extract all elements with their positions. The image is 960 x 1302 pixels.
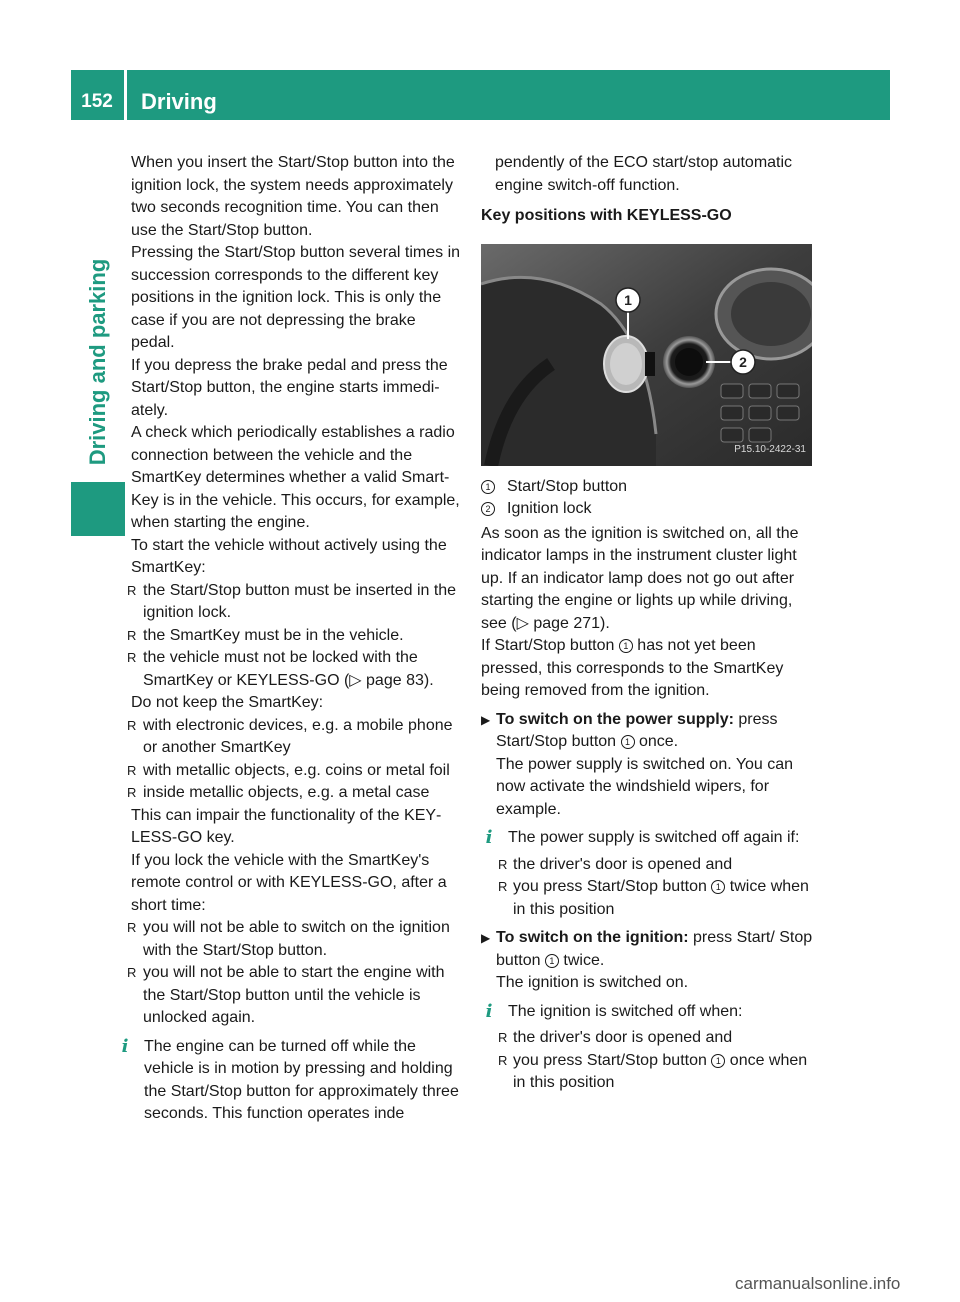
legend-item: 2 Ignition lock bbox=[481, 498, 815, 521]
list-item: R with metallic objects, e.g. coins or metal foil bbox=[117, 760, 462, 783]
bullet-icon: R bbox=[127, 965, 137, 980]
paragraph: This can impair the functionality of the KEYLESS-GO key. bbox=[131, 806, 442, 846]
list-item: R you will not be able to switch on the ignition with the Start/Stop button. bbox=[127, 919, 450, 959]
bullet-icon: R bbox=[498, 1030, 508, 1045]
section-title: Driving bbox=[141, 89, 217, 114]
bullet-icon: R bbox=[127, 785, 137, 800]
bullet-icon: R bbox=[498, 1052, 508, 1068]
paragraph: Do not keep the SmartKey: bbox=[131, 694, 324, 711]
info-note: i The engine can be turned off while the vehicle is in motion by pressing and holding the Start/Stop button for approximately three seconds. This function operates inde bbox=[117, 1036, 462, 1126]
paragraph: Pressing the Start/Stop button several times in succession corresponds to the different key positions in the ignition lock. This is only the case if you are not depressing the brake pedal. bbox=[131, 244, 461, 351]
instruction-step: ▶ To switch on the ignition: press Start/ Stop button 1 twice. The ignition is switched on. bbox=[481, 929, 813, 991]
side-chapter-label: Driving and parking bbox=[85, 258, 110, 466]
paragraph: If you depress the brake pedal and press the Start/Stop button, the engine starts immediately. bbox=[131, 356, 448, 419]
paragraph: As soon as the ignition is switched on, all the indicator lamps in the instrument cluster light up. If an indicator lamp does not go out after starting the engine or lights up while driving, see (▷ page 271). bbox=[481, 524, 799, 632]
bullet-icon: R bbox=[127, 627, 137, 643]
legend-item: 1 Start/Stop button bbox=[481, 476, 815, 499]
header-divider bbox=[124, 70, 127, 120]
list-item: R you press Start/Stop button 1 once when in this position bbox=[498, 1051, 808, 1091]
callout-number-icon: 1 bbox=[545, 954, 559, 968]
info-icon: i bbox=[485, 827, 493, 848]
callout-1-label: 1 bbox=[624, 291, 632, 308]
paragraph: To start the vehicle without actively using the SmartKey: bbox=[131, 536, 447, 576]
callout-number-icon: 2 bbox=[481, 502, 495, 516]
info-icon: i bbox=[485, 1000, 493, 1022]
callout-number-icon: 1 bbox=[481, 480, 495, 494]
list-item: R the driver's door is opened and bbox=[481, 1027, 815, 1050]
bullet-icon: R bbox=[498, 856, 508, 872]
bullet-icon: R bbox=[498, 879, 508, 894]
list-item: R you press Start/Stop button 1 twice when in this position bbox=[498, 878, 809, 918]
bullet-icon: R bbox=[127, 717, 137, 733]
ignition-lock-illustration bbox=[481, 244, 812, 466]
bullet-icon: R bbox=[127, 762, 137, 778]
callout-number-icon: 1 bbox=[619, 639, 633, 653]
bullet-icon: R bbox=[127, 650, 137, 665]
image-code: P15.10-2422-31 bbox=[734, 444, 806, 455]
watermark: carmanualsonline.info bbox=[735, 1274, 901, 1293]
paragraph: If you lock the vehicle with the SmartKey's remote control or with KEYLESS-GO, after a short time: bbox=[131, 851, 447, 914]
paragraph: If Start/Stop button 1 has not yet been pressed, this corresponds to the SmartKey being removed from the ignition. bbox=[481, 637, 784, 699]
list-item: R the SmartKey must be in the vehicle. bbox=[117, 625, 462, 648]
bullet-icon: R bbox=[127, 920, 137, 935]
right-column bbox=[481, 152, 815, 1095]
list-item: R inside metallic objects, e.g. a metal case bbox=[117, 782, 462, 805]
callout-number-icon: 1 bbox=[711, 880, 725, 894]
section-heading: Key positions with KEYLESS-GO bbox=[481, 207, 732, 224]
callout-2-label: 2 bbox=[739, 353, 747, 370]
arrow-right-icon: ▶ bbox=[481, 712, 491, 727]
paragraph: When you insert the Start/Stop button into the ignition lock, the system needs approximately two seconds recognition time. You can then use the Start/Stop button. bbox=[131, 154, 455, 239]
info-icon: i bbox=[121, 1035, 129, 1057]
arrow-right-icon: ▶ bbox=[481, 931, 491, 945]
info-note: i The ignition is switched off when: bbox=[481, 1001, 815, 1024]
list-item: R the driver's door is opened and bbox=[481, 854, 815, 877]
paragraph: pendently of the ECO start/stop automatic engine switch-off function. bbox=[495, 154, 793, 194]
instruction-step: ▶ To switch on the power supply: press Start/Stop button 1 once. The power supply is switched on. You can now activate the windshield wipers, for example. bbox=[481, 710, 794, 818]
list-item: R the vehicle must not be locked with the SmartKey or KEYLESS-GO (▷ page 83). bbox=[127, 649, 434, 689]
bullet-icon: R bbox=[127, 582, 137, 598]
callout-number-icon: 1 bbox=[621, 735, 635, 749]
callout-number-icon: 1 bbox=[711, 1054, 725, 1068]
list-item: R you will not be able to start the engine with the Start/Stop button until the vehicle is unlocked again. bbox=[127, 964, 445, 1026]
info-note: i The power supply is switched off again if: bbox=[481, 827, 815, 850]
page-number: 152 bbox=[81, 91, 113, 112]
ignition-lock-photo bbox=[481, 244, 812, 466]
paragraph: A check which periodically establishes a radio connection between the vehicle and the SmartKey determines whether a valid SmartKey is in the vehicle. This occurs, for example, when starting the engine. bbox=[131, 424, 460, 531]
list-item: R with electronic devices, e.g. a mobile phone or another SmartKey bbox=[127, 716, 453, 756]
left-column bbox=[117, 152, 462, 1126]
list-item: R the Start/Stop button must be inserted in the ignition lock. bbox=[127, 581, 457, 621]
